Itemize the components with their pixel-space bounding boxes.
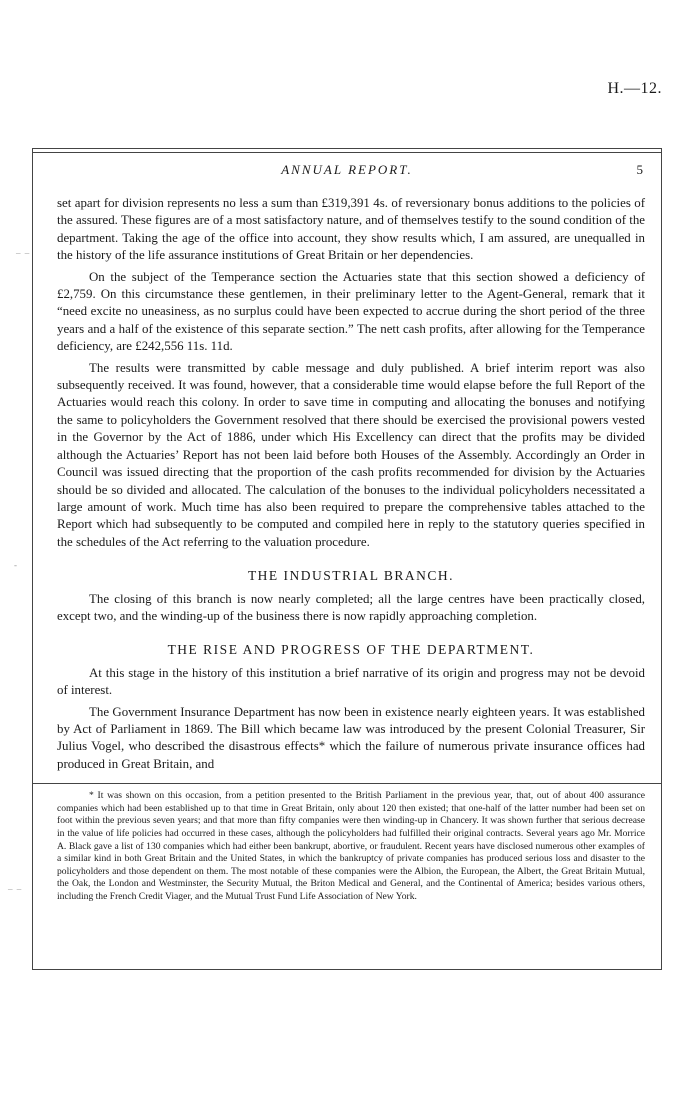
paragraph: The results were transmitted by cable message and duly published. A brief interim report was also subsequently received. It was found, however, that a considerable time would elapse before the full Report of the Actuaries would reach this colony. In order to save time in computing and allocating the bonuses and notifying the same to policyholders the Government resolved that there should be exercised the provisional powers vested in the Governor by the Act of 1886, under which His Excellency can direct that the profits may be divided although the Actuaries’ Report has not been laid before both Houses of the Assembly. Accordingly an Order in Council was issued directing that the proportion of the cash profits recommended for division by the Actuaries should be so divided and allocated. The calculation of the bonuses to the individual policyholders necessitated a large amount of work. Much time has also been required to prepare the comprehensive tables attached to the Report which had subsequently to be computed and compiled here in reply to the statutory queries specified in the schedules of the Act referring to the valuation procedure. (57, 360, 645, 549)
margin-mark: - (14, 560, 18, 570)
paragraph: The closing of this branch is now nearly completed; all the large centres have been practically closed, except two, and the winding-up of the business there is now rapidly approaching completion. (57, 591, 645, 623)
section-heading-rise-and-progress: THE RISE AND PROGRESS OF THE DEPARTMENT. (167, 642, 535, 658)
paragraph: At this stage in the history of this institution a brief narrative of its origin and progress may not be devoid of interest. (57, 665, 645, 698)
running-title: ANNUAL REPORT. (281, 162, 413, 177)
page-frame (32, 148, 662, 970)
paragraph: The Government Insurance Department has now been in existence nearly eighteen years. It was established by Act of Parliament in 1869. The Bill which became law was introduced by the present Colonial Treasurer, Sir Julius Vogel, who described the disastrous effects* which the failure of numerous private insurance offices had produced in Great Britain, and (57, 704, 645, 771)
header-rule (33, 152, 661, 153)
page-number: 5 (636, 162, 643, 177)
margin-mark: – – (16, 248, 31, 258)
margin-mark: – – (8, 884, 23, 894)
footnote: * It was shown on this occasion, from a petition presented to the British Parliament in the previous year, that, out of about 400 assurance companies which had been established up to that time in Great Britain, only about 120 then existed; that one-half of the latter number had been set on foot within the previous seven years; and that more than fifty companies were then winding-up in Chancery. It was shown further that serious decrease in the value of life policies had occurred in these cases, although the policyholders had fulfilled their original contracts. Several years ago Mr. Morrice A. Black gave a list of 130 companies which had either been bankrupt, abortive, or fraudulent. Recent years have disclosed numerous other examples of a similar kind in both Great Britain and the United States, in which the bankruptcy of private companies has produced serious loss and disaster to the policyholders and those dependent on them. The most notable of these companies were the Albion, the European, the Albert, the Great Britain Mutual, the Oak, the London and Westminster, the Security Mutual, the Briton Medical and General, and the Continental of America; besides various others, including the French Credit Viager, and the Mutual Trust Fund Life Association of New York. (57, 790, 645, 902)
paragraph: On the subject of the Temperance section the Actuaries state that this section showed a deficiency of £2,759. On this circumstance these gentlemen, in their preliminary letter to the Agent-General, remark that it “need excite no uneasiness, as no surplus could have been expected to accrue during the short period of the three years and a half of the existence of this separate section.” The nett cash profits, after allowing for the Temperance deficiency, are £242,556 11s. 11d. (57, 269, 645, 354)
main-text (57, 195, 645, 908)
section-heading-industrial-branch: THE INDUSTRIAL BRANCH. (247, 568, 455, 584)
footnote-divider (33, 783, 661, 784)
paragraph: set apart for division represents no less a sum than £319,391 4s. of reversionary bonus additions to the policies of the assured. These figures are of a most satisfactory nature, and of themselves testify to the sound condition of the department. Taking the age of the office into account, they show results which, I am assured, are unequalled in the history of the life assurance institutions of Great Britain or her dependencies. (57, 196, 645, 263)
document-reference: H.—12. (607, 80, 662, 97)
